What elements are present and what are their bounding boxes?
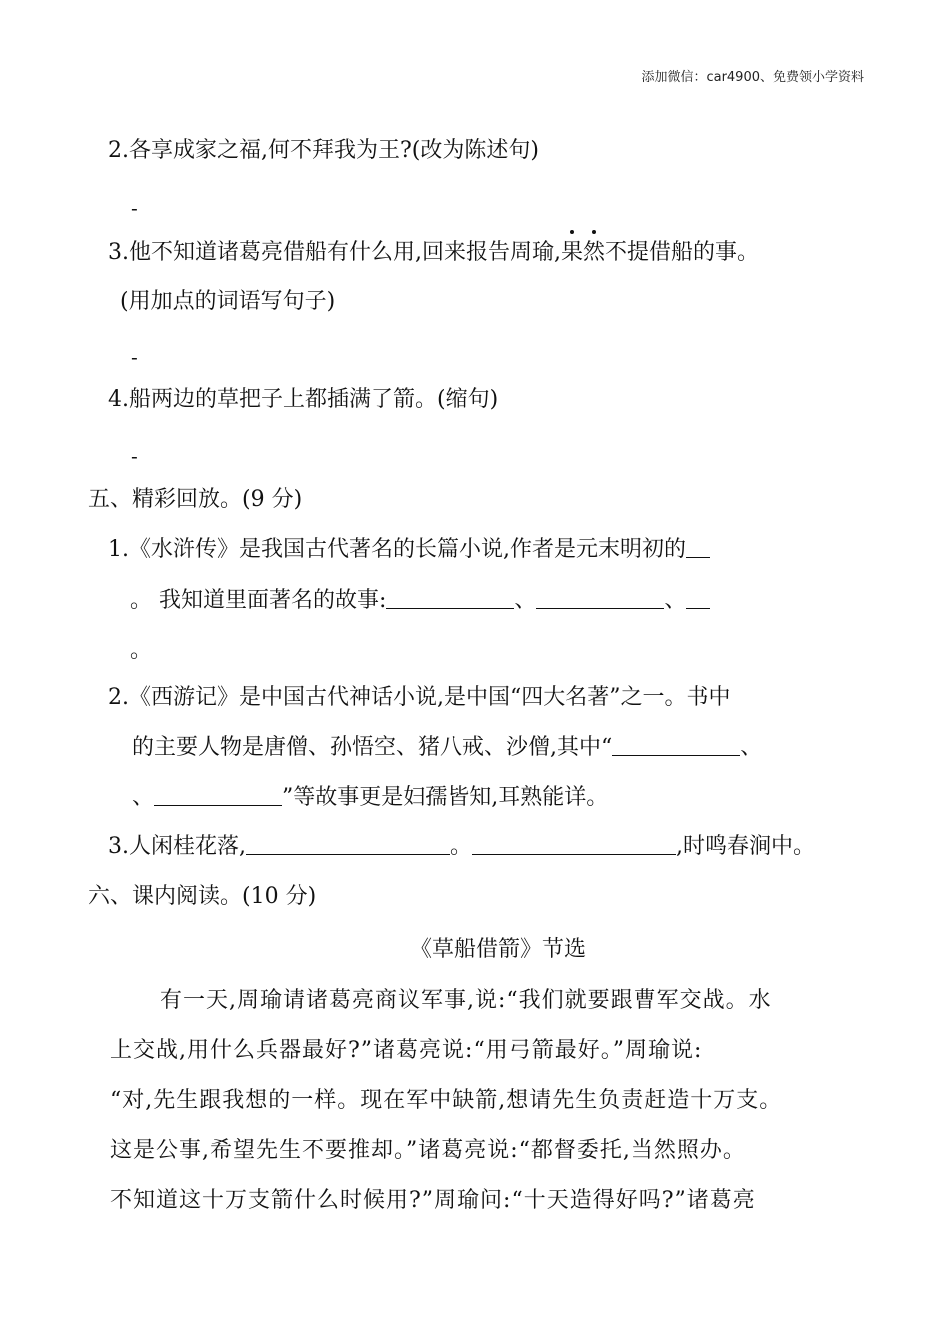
fill-blank[interactable] [612, 733, 740, 756]
section-5-title: 五、精彩回放。(9 分) [88, 487, 303, 512]
section-6-title: 六、课内阅读。(10 分) [88, 884, 317, 909]
question-text: 不提借船的事。 [605, 240, 760, 265]
question-5-1-line2 [130, 586, 710, 616]
question-4-4: 4.船两边的草把子上都插满了箭。(缩句) [108, 387, 499, 412]
fill-blank[interactable] [472, 832, 676, 855]
question-5-2-line2 [132, 733, 762, 763]
fill-blank[interactable] [386, 586, 514, 609]
question-4-2: 2.各享成家之福,何不拜我为王?(改为陈述句) [108, 138, 539, 163]
question-5-1-line3: 。 [130, 638, 153, 663]
passage-line: 不知道这十万支箭什么时候用?”周瑜问:“十天造得好吗?”诸葛亮 [110, 1188, 756, 1213]
answer-line-marker: - [131, 345, 138, 369]
passage-line: 这是公事,希望先生不要推却。”诸葛亮说:“都督委托,当然照办。 [110, 1138, 746, 1163]
question-text: 3.他不知道诸葛亮借船有什么用,回来报告周瑜, [108, 240, 561, 265]
question-text: 1.《水浒传》是我国古代著名的长篇小说,作者是元末明初的 [108, 537, 686, 562]
question-5-3 [108, 832, 815, 862]
answer-line-marker: - [131, 196, 138, 220]
fill-blank[interactable] [686, 535, 710, 558]
separator: 、 [664, 588, 687, 613]
question-text: ,时鸣春涧中。 [676, 834, 815, 859]
fill-blank[interactable] [686, 586, 710, 609]
question-5-2-line3 [132, 783, 608, 813]
header-watermark: 添加微信：car4900、免费领小学资料 [641, 70, 864, 85]
answer-line-marker: - [131, 444, 138, 468]
passage-line: 上交战,用什么兵器最好?”诸葛亮说:“用弓箭最好。”周瑜说: [110, 1038, 703, 1063]
question-4-3 [108, 238, 759, 268]
question-4-3-instruction: (用加点的词语写句子) [120, 289, 336, 314]
passage-title: 《草船借箭》节选 [410, 937, 587, 962]
separator: 。 [449, 834, 472, 859]
emphasis-dot-char: 然 [583, 238, 605, 268]
fill-blank[interactable] [246, 832, 450, 855]
question-text: 的主要人物是唐僧、孙悟空、猪八戒、沙僧,其中“ [132, 735, 613, 760]
fill-blank[interactable] [536, 586, 664, 609]
question-text: ”等故事更是妇孺皆知,耳熟能详。 [282, 785, 609, 810]
question-text: 3.人闲桂花落, [108, 834, 246, 859]
question-text: 。 我知道里面著名的故事: [130, 588, 387, 613]
passage-line: 有一天,周瑜请诸葛亮商议军事,说:“我们就要跟曹军交战。水 [160, 988, 772, 1013]
fill-blank[interactable] [154, 783, 282, 806]
separator: 、 [132, 785, 155, 810]
question-5-1-line1 [108, 535, 710, 565]
separator: 、 [740, 735, 763, 760]
question-5-2-line1: 2.《西游记》是中国古代神话小说,是中国“四大名著”之一。书中 [108, 685, 731, 710]
separator: 、 [514, 588, 537, 613]
emphasis-dot-char: 果 [561, 238, 583, 268]
passage-line: “对,先生跟我想的一样。现在军中缺箭,想请先生负责赶造十万支。 [110, 1088, 783, 1113]
